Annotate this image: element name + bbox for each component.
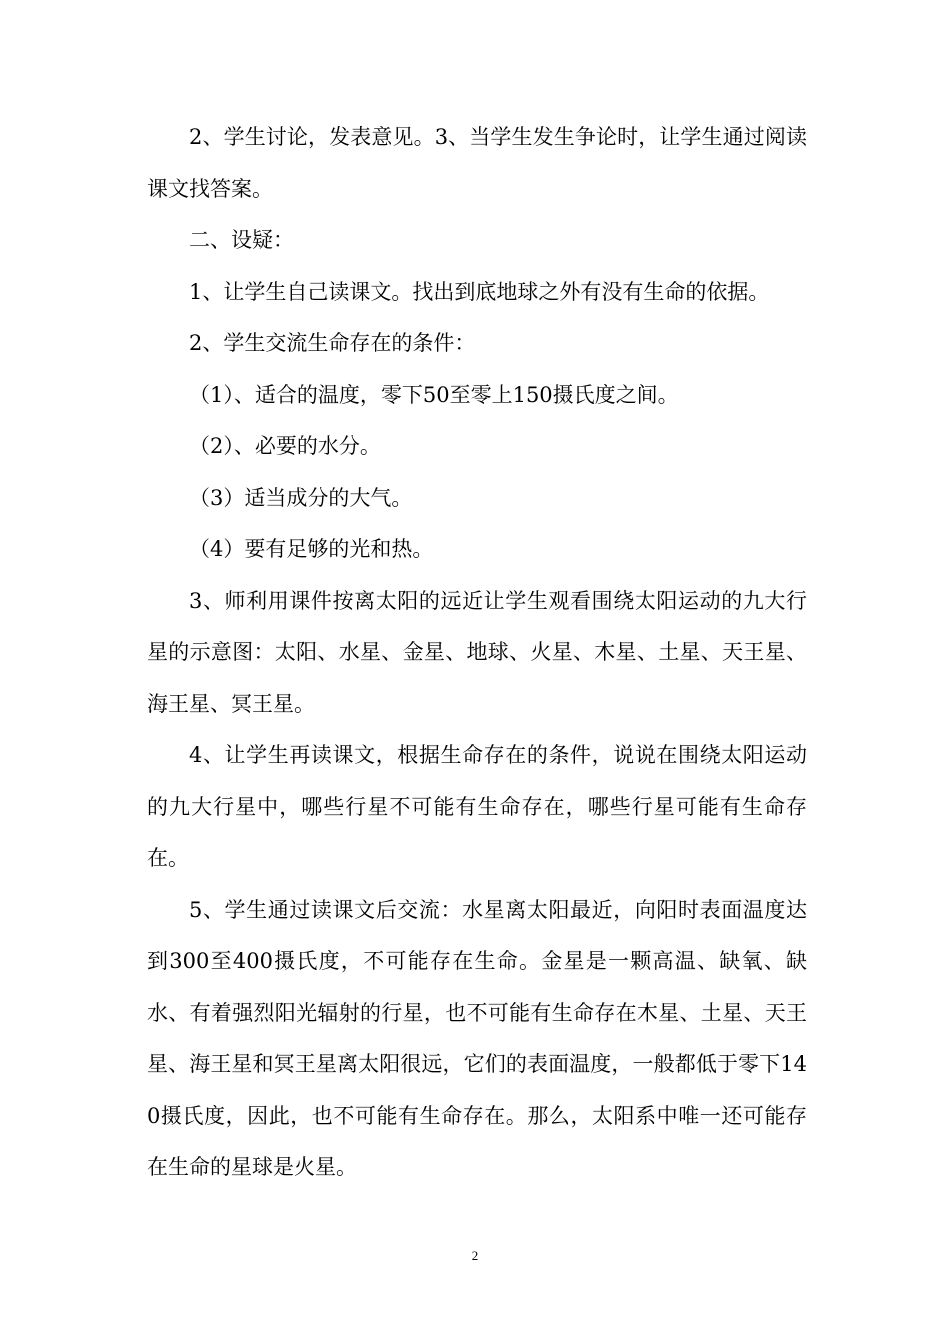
paragraph-step-4: 4、让学生再读课文，根据生命存在的条件，说说在围绕太阳运动的九大行星中，哪些行星不可能有生命存在，哪些行星可能有生命存在。: [147, 743, 807, 870]
paragraph-step-3: 3、师利用课件按离太阳的远近让学生观看围绕太阳运动的九大行星的示意图：太阳、水星、金星、地球、火星、木星、土星、天王星、海王星、冥王星。: [147, 588, 807, 716]
document-body: [147, 112, 807, 1194]
paragraph-step-2: 2、学生交流生命存在的条件：: [189, 331, 476, 355]
paragraph-step-1: 1、让学生自己读课文。找出到底地球之外有没有生命的依据。: [189, 279, 770, 304]
page-number: 2: [471, 1248, 479, 1263]
paragraph-condition-2: （2）、必要的水分。: [189, 434, 381, 458]
paragraph-condition-1: （1）、适合的温度，零下50至零上150摄氏度之间。: [189, 382, 679, 407]
paragraph-step-5: 5、学生通过读课文后交流：水星离太阳最近，向阳时表面温度达到300至400摄氏度，不可能存在生命。金星是一颗高温、缺氧、缺水、有着强烈阳光辐射的行星，也不可能有生命存在木星、土星、天王星、海王星和冥王星离太阳很远，它们的表面温度，一般都低于零下140摄氏度，因此，也不可能有生命存在。那么，太阳系中唯一还可能存在生命的星球是火星。: [147, 897, 807, 1179]
paragraph-condition-3: （3）适当成分的大气。: [189, 485, 413, 510]
paragraph-discussion: 2、学生讨论，发表意见。3、当学生发生争论时，让学生通过阅读课文找答案。: [147, 125, 807, 201]
paragraph-section-heading: 二、设疑：: [189, 228, 294, 252]
paragraph-condition-4: （4）要有足够的光和热。: [189, 537, 434, 561]
